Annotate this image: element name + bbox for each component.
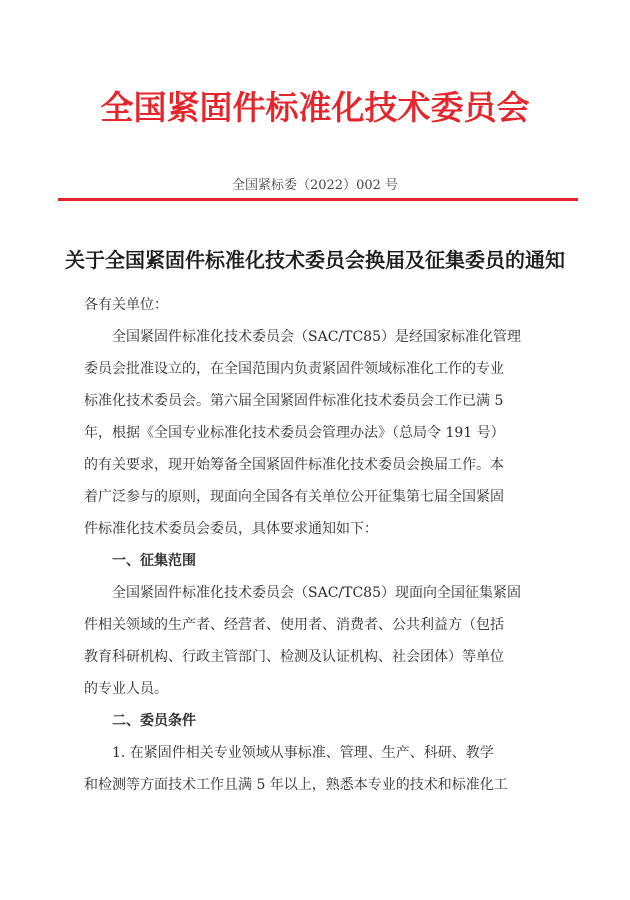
intro-line: 着广泛参与的原则，现面向全国各有关单位公开征集第七届全国紧固 xyxy=(84,489,504,505)
section-line: 1. 在紧固件相关专业领域从事标准、管理、生产、科研、教学 xyxy=(112,745,494,761)
intro-line: 委员会批准设立的，在全国范围内负责紧固件领域标准化工作的专业 xyxy=(84,361,504,377)
intro-line: 年，根据《全国专业标准化技术委员会管理办法》（总局令 191 号） xyxy=(84,425,505,441)
section-line: 的专业人员。 xyxy=(84,681,168,697)
section-heading-conditions: 二、委员条件 xyxy=(112,713,196,729)
section-heading-scope: 一、征集范围 xyxy=(112,553,196,569)
notice-title: 关于全国紧固件标准化技术委员会换届及征集委员的通知 xyxy=(65,248,565,272)
document-number: 全国紧标委（2022）002 号 xyxy=(231,178,399,193)
section-line: 全国紧固件标准化技术委员会（SAC/TC85）现面向全国征集紧固 xyxy=(112,585,521,601)
salutation: 各有关单位： xyxy=(84,297,168,313)
red-divider xyxy=(58,198,578,201)
intro-line: 件标准化技术委员会委员，具体要求通知如下： xyxy=(84,521,378,537)
section-line: 教育科研机构、行政主管部门、检测及认证机构、社会团体）等单位 xyxy=(84,649,504,665)
intro-line: 全国紧固件标准化技术委员会（SAC/TC85）是经国家标准化管理 xyxy=(112,329,521,345)
intro-line: 的有关要求，现开始筹备全国紧固件标准化技术委员会换届工作。本 xyxy=(84,457,504,473)
organization-title: 全国紧固件标准化技术委员会 xyxy=(100,88,530,127)
section-line: 和检测等方面技术工作且满 5 年以上，熟悉本专业的技术和标准化工 xyxy=(84,777,508,793)
intro-line: 标准化技术委员会。第六届全国紧固件标准化技术委员会工作已满 5 xyxy=(84,393,504,409)
section-line: 件相关领域的生产者、经营者、使用者、消费者、公共利益方（包括 xyxy=(84,617,504,633)
